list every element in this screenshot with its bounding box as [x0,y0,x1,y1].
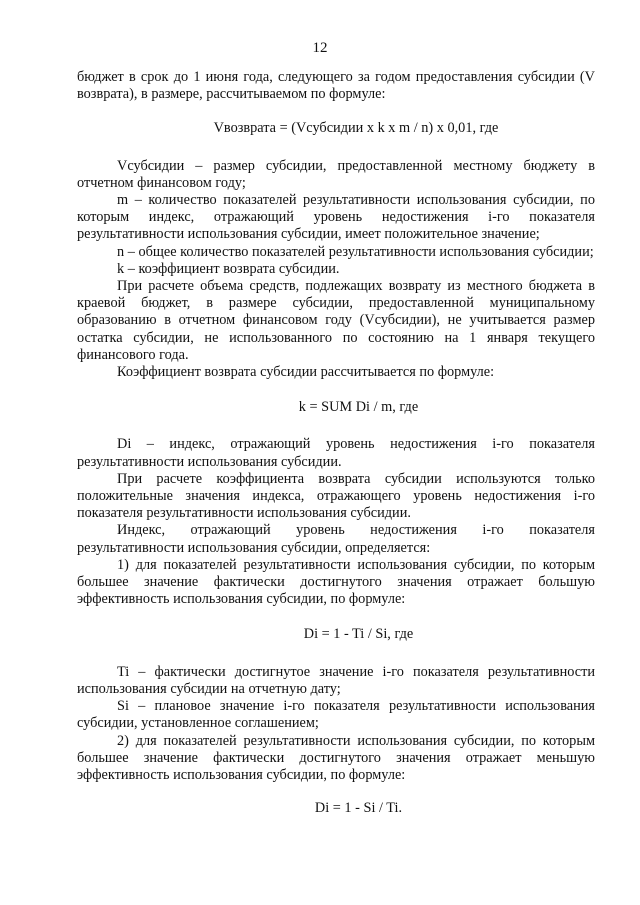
paragraph-case-two: 2) для показателей результативности использования субсидии, по которым большее значение фактически достигнутого значения отражает меньшую эффективность использования субсидии, по формуле: [77,732,595,783]
paragraph-positive-values: При расчете коэффициента возврата субсидии используются только положительные значения индекса, отражающего уровень недостижения i-го показателя результативности использования субсидии. [77,470,595,522]
paragraph-return-calculation: При расчете объема средств, подлежащих возврату из местного бюджета в краевой бюджет, в размере субсидии, предоставленной муниципальному образованию в отчетном финансовом году (Vсубсидии), не учитывается размер остатка субсидии, не использованного по состоянию на 1 января текущего финансового года. [77,278,595,363]
paragraph-ti-definition: Ti – фактически достигнутое значение i-го показателя результативности использования субсидии на отчетную дату; [77,663,595,697]
formula-index-one: Di = 1 - Ti / Si, где [303,626,414,643]
paragraph-vsubsidy-definition: Vсубсидии – размер субсидии, предоставленной местному бюджету в отчетном финансовом году; [77,157,595,191]
paragraph-si-definition: Si – плановое значение i-го показателя результативности использования субсидии, установленное соглашением; [77,698,595,732]
paragraph-m-definition: m – количество показателей результативности использования субсидии, по которым индекс, отражающий уровень недостижения i-го показателя результативности использования субсидии, имеет положительное значение; [77,192,595,243]
paragraph-k-definition: k – коэффициент возврата субсидии. [117,260,340,277]
page-number: 12 [312,40,328,56]
document-body [77,69,595,817]
formula-return-volume: Vвозврата = (Vсубсидии x k x m / n) x 0,01, где [213,120,499,137]
paragraph-n-definition: n – общее количество показателей результативности использования субсидии; [117,243,594,260]
paragraph-index-determination: Индекс, отражающий уровень недостижения i-го показателя результативности использования субсидии, определяется: [77,522,595,556]
paragraph-return-deadline: бюджет в срок до 1 июня года, следующего за годом предоставления субсидии (V возврата), в размере, рассчитываемом по формуле: [77,69,595,103]
paragraph-case-one: 1) для показателей результативности использования субсидии, по которым большее значение фактически достигнутого значения отражает большую эффективность использования субсидии, по формуле: [77,556,595,608]
paragraph-di-definition: Di – индекс, отражающий уровень недостижения i-го показателя результативности использования субсидии. [77,436,595,470]
paragraph-coefficient-intro: Коэффициент возврата субсидии рассчитывается по формуле: [117,364,495,381]
formula-index-two: Di = 1 - Si / Ti. [314,800,403,817]
formula-coefficient: k = SUM Di / m, где [298,399,419,416]
